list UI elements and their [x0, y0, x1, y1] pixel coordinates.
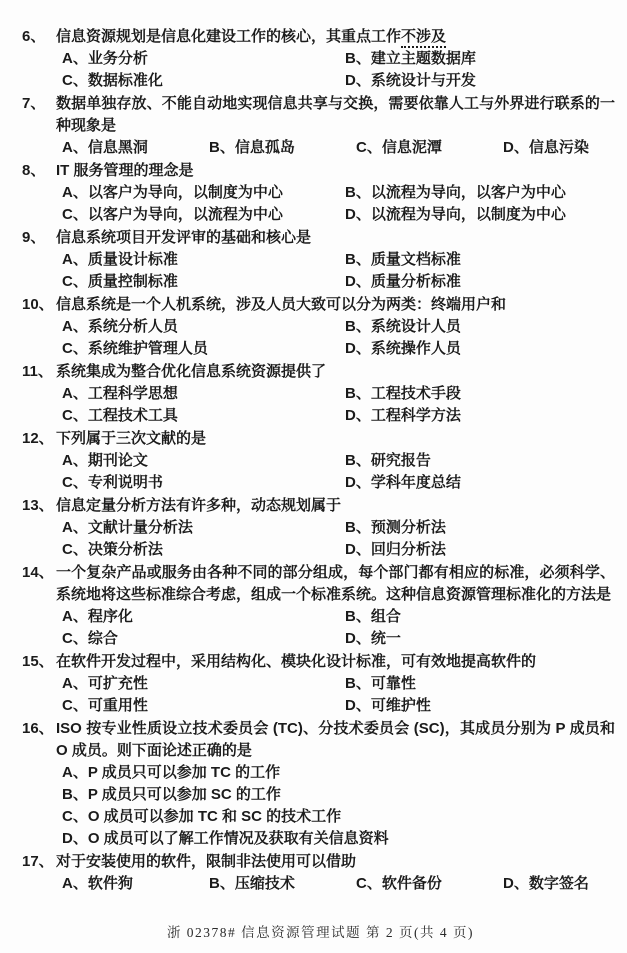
option: C、数据标准化	[62, 72, 163, 89]
question-number: 15、	[22, 653, 54, 670]
options	[62, 48, 619, 92]
question-number: 7、	[22, 95, 46, 112]
option: D、O 成员可以了解工作情况及获取有关信息资料	[62, 830, 389, 847]
options	[62, 182, 619, 226]
option: B、研究报告	[345, 452, 431, 469]
option: B、组合	[345, 608, 401, 625]
option: D、回归分析法	[345, 541, 446, 558]
question-stem	[22, 26, 619, 48]
question-number: 13、	[22, 497, 54, 514]
option: A、系统分析人员	[62, 318, 178, 335]
option: B、可靠性	[345, 675, 416, 692]
option: C、以客户为导向，以流程为中心	[62, 206, 283, 223]
option: A、质量设计标准	[62, 251, 178, 268]
question-text-emphasized: 不涉及	[401, 28, 446, 48]
question-6	[22, 26, 619, 92]
question-stem	[22, 428, 619, 450]
question-11	[22, 361, 619, 427]
question-text: 数据单独存放、不能自动地实现信息共享与交换，需要依靠人工与外界进行联系的一种现象是	[56, 95, 615, 134]
option: D、系统操作人员	[345, 340, 461, 357]
option: C、质量控制标准	[62, 273, 178, 290]
question-stem	[22, 93, 619, 137]
question-text: 信息定量分析方法有许多种，动态规划属于	[56, 497, 342, 514]
question-text: ISO 按专业性质设立技术委员会 (TC)、分技术委员会 (SC)，其成员分别为 P 成员和 O 成员。则下面论述正确的是	[56, 720, 615, 759]
option: A、程序化	[62, 608, 133, 625]
option: A、工程科学思想	[62, 385, 178, 402]
question-stem	[22, 160, 619, 182]
question-number: 8、	[22, 162, 46, 179]
option: B、质量文档标准	[345, 251, 461, 268]
options	[62, 316, 619, 360]
option: A、以客户为导向，以制度为中心	[62, 184, 283, 201]
options	[62, 517, 619, 561]
option: B、建立主题数据库	[345, 50, 476, 67]
question-number: 9、	[22, 229, 46, 246]
question-number: 12、	[22, 430, 54, 447]
options	[62, 606, 619, 650]
option: A、可扩充性	[62, 675, 148, 692]
option: C、软件备份	[356, 875, 442, 892]
option: C、O 成员可以参加 TC 和 SC 的技术工作	[62, 808, 342, 825]
question-number: 14、	[22, 564, 54, 581]
question-text: 一个复杂产品或服务由各种不同的部分组成，每个部门都有相应的标准，必须科学、系统地将这些标准综合考虑，组成一个标准系统。这种信息资源管理标准化的方法是	[56, 564, 615, 603]
question-text: 系统集成为整合优化信息系统资源提供了	[56, 363, 327, 380]
option: B、信息孤岛	[209, 139, 295, 156]
question-stem	[22, 718, 619, 762]
options	[62, 450, 619, 494]
question-16	[22, 718, 619, 850]
question-text: 信息系统项目开发评审的基础和核心是	[56, 229, 312, 246]
question-7	[22, 93, 619, 159]
question-10	[22, 294, 619, 360]
question-number: 10、	[22, 296, 54, 313]
option: A、期刊论文	[62, 452, 148, 469]
option: B、预测分析法	[345, 519, 446, 536]
option: D、以流程为导向，以制度为中心	[345, 206, 566, 223]
option: B、P 成员只可以参加 SC 的工作	[62, 786, 281, 803]
question-text: 在软件开发过程中，采用结构化、模块化设计标准，可有效地提高软件的	[56, 653, 537, 670]
option: D、系统设计与开发	[345, 72, 476, 89]
question-stem	[22, 294, 619, 316]
question-text: 信息系统是一个人机系统，涉及人员大致可以分为两类：终端用户和	[56, 296, 507, 313]
option: D、学科年度总结	[345, 474, 461, 491]
option: A、信息黑洞	[62, 139, 148, 156]
options	[62, 673, 619, 717]
option: D、工程科学方法	[345, 407, 461, 424]
question-text: 下列属于三次文献的是	[56, 430, 207, 447]
options	[62, 249, 619, 293]
options	[62, 762, 619, 850]
question-13	[22, 495, 619, 561]
options	[62, 383, 619, 427]
option: D、数字签名	[503, 875, 589, 892]
option: C、决策分析法	[62, 541, 163, 558]
option: D、统一	[345, 630, 401, 647]
question-stem	[22, 227, 619, 249]
question-8	[22, 160, 619, 226]
question-number: 16、	[22, 720, 54, 737]
question-stem	[22, 851, 619, 873]
option: B、以流程为导向，以客户为中心	[345, 184, 566, 201]
options	[62, 873, 619, 895]
question-text	[56, 26, 619, 48]
question-9	[22, 227, 619, 293]
option: C、专利说明书	[62, 474, 163, 491]
question-number: 17、	[22, 853, 54, 870]
question-text-main: 信息资源规划是信息化建设工作的核心，其重点工作	[56, 28, 402, 45]
question-number: 6、	[22, 28, 46, 45]
option: C、可重用性	[62, 697, 148, 714]
option: C、工程技术工具	[62, 407, 178, 424]
question-number: 11、	[22, 363, 53, 380]
option: C、系统维护管理人员	[62, 340, 208, 357]
question-text: IT 服务管理的理念是	[56, 162, 194, 179]
option: C、信息泥潭	[356, 139, 442, 156]
option: B、压缩技术	[209, 875, 295, 892]
page-footer: 浙 02378# 信息资源管理试题 第 2 页(共 4 页)	[166, 925, 475, 940]
question-14	[22, 562, 619, 650]
option: B、系统设计人员	[345, 318, 461, 335]
question-text: 对于安装使用的软件，限制非法使用可以借助	[56, 853, 357, 870]
question-stem	[22, 361, 619, 383]
question-stem	[22, 651, 619, 673]
option: D、可维护性	[345, 697, 431, 714]
option: D、信息污染	[503, 139, 589, 156]
options	[62, 137, 619, 159]
question-stem	[22, 495, 619, 517]
question-17	[22, 851, 619, 895]
question-15	[22, 651, 619, 717]
option: B、工程技术手段	[345, 385, 461, 402]
option: C、综合	[62, 630, 118, 647]
option: D、质量分析标准	[345, 273, 461, 290]
option: A、业务分析	[62, 50, 148, 67]
option: A、文献计量分析法	[62, 519, 193, 536]
option: A、软件狗	[62, 875, 133, 892]
option: A、P 成员只可以参加 TC 的工作	[62, 764, 281, 781]
question-stem	[22, 562, 619, 606]
question-12	[22, 428, 619, 494]
